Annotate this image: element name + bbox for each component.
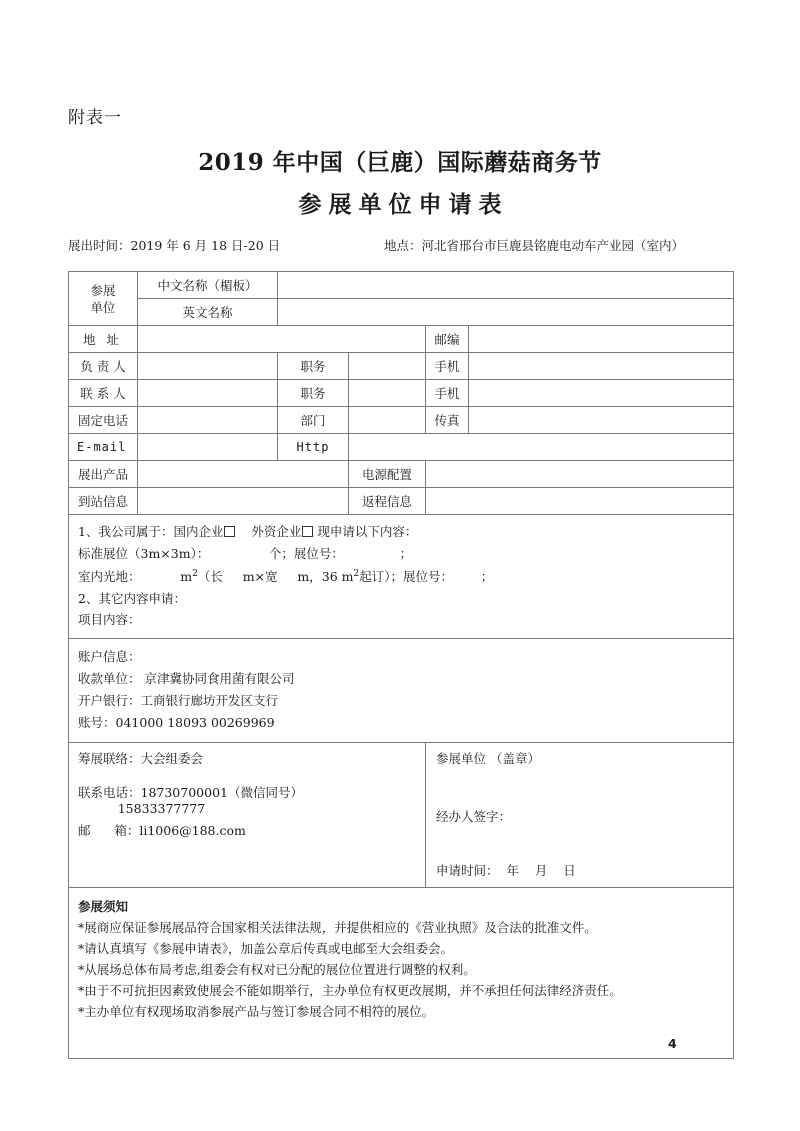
table-row-email [69, 434, 734, 461]
table-row-notes [69, 887, 734, 1058]
contact-spacer-1 [78, 767, 416, 785]
arrival-info-value[interactable] [138, 488, 349, 515]
landline-label: 固定电话 [69, 407, 138, 434]
application-line1-c: 现申请以下内容： [313, 524, 418, 539]
notes-title: 参展须知 [78, 898, 129, 914]
stamp-spacer-1 [436, 767, 724, 809]
application-form-table [68, 271, 734, 1059]
position-label-1: 职务 [278, 353, 349, 380]
page-title-line2: 参展单位申请表 [298, 191, 509, 218]
postcode-value[interactable] [469, 326, 734, 353]
payee-value: 京津冀协同食用菌有限公司 [140, 670, 295, 686]
power-config-label: 电源配置 [349, 461, 426, 488]
table-row-contact-stamp [69, 742, 734, 887]
note-item: *由于不可抗拒因素致使展会不能如期举行，主办单位有权更改展期，并不承担任何法律经济责任。 [78, 982, 622, 998]
table-row-chinese-name [69, 272, 734, 299]
bank-value: 工商银行廊坊开发区支行 [140, 692, 279, 708]
organizer-phone-line: 联系电话：18730700001（微信同号） [78, 784, 303, 800]
postcode-label: 邮编 [426, 326, 469, 353]
table-row-principal [69, 353, 734, 380]
contact-person-label: 联系人 [69, 380, 138, 407]
email-label: E-mail [69, 434, 138, 461]
organizer-email-line: 邮 箱：li1006@188.com [78, 822, 246, 838]
domestic-enterprise-checkbox[interactable] [224, 526, 235, 537]
return-info-value[interactable] [426, 488, 734, 515]
organizer-phone-line-2: 15833377777 [78, 800, 206, 816]
unit-seal-label: 参展单位 （盖章） [436, 750, 540, 766]
exhibit-products-value[interactable] [138, 461, 349, 488]
position-label-2: 职务 [278, 380, 349, 407]
principal-value[interactable] [138, 353, 278, 380]
exhibit-location: 地点：河北省邢台市巨鹿县铭鹿电动车产业园（室内） [384, 238, 685, 253]
note-item: *主办单位有权现场取消参展产品与签订参展合同不相符的展位。 [78, 1003, 435, 1019]
stamp-spacer-2 [436, 825, 724, 863]
application-line3-a: 室内光地： m [78, 569, 193, 585]
account-number-line [78, 712, 724, 734]
note-item: *请认真填写《参展申请表》，加盖公章后传真或电邮至大会组委会。 [78, 940, 454, 956]
organizer-line: 筹展联络：大会组委会 [78, 750, 204, 766]
power-config-value[interactable] [426, 461, 734, 488]
table-row-arrival-info [69, 488, 734, 515]
department-value[interactable] [349, 407, 426, 434]
payee-line [78, 668, 724, 690]
note-item: *从展场总体布局考虑,组委会有权对已分配的展位位置进行调整的权利。 [78, 961, 476, 977]
table-row-english-name [69, 299, 734, 326]
square-meter-superscript-1: 2 [192, 569, 198, 579]
foreign-enterprise-checkbox[interactable] [302, 526, 313, 537]
application-line3-c: 起订）；展位号： ； [359, 569, 494, 585]
address-value[interactable] [138, 326, 426, 353]
fax-value[interactable] [469, 407, 734, 434]
table-row-account-block [69, 638, 734, 742]
mobile-value-1[interactable] [469, 353, 734, 380]
mobile-label-2: 手机 [426, 380, 469, 407]
table-row-landline [69, 407, 734, 434]
exhibitor-notes-block [69, 887, 734, 1058]
department-label: 部门 [278, 407, 349, 434]
chinese-name-label: 中文名称（楣板） [138, 272, 278, 299]
application-line3[interactable] [78, 564, 724, 588]
application-line1-b: 外资企业 [235, 524, 302, 539]
table-row-address [69, 326, 734, 353]
principal-label: 负责人 [69, 353, 138, 380]
application-line2[interactable]: 标准展位（3m×3m）： 个；展位号： ； [78, 545, 413, 561]
bank-line [78, 690, 724, 712]
payee-label: 收款单位： [78, 670, 141, 686]
page-title-line1: 2019 年中国（巨鹿）国际蘑菇商务节 [198, 149, 602, 176]
landline-value[interactable] [138, 407, 278, 434]
account-number-label: 账号： [78, 714, 116, 730]
application-line1-a: 1、我公司属于：国内企业 [78, 524, 224, 539]
account-title: 账户信息： [78, 648, 141, 664]
table-row-contact-person [69, 380, 734, 407]
http-value[interactable] [349, 434, 734, 461]
application-line5[interactable]: 项目内容： [78, 612, 141, 628]
mobile-label-1: 手机 [426, 353, 469, 380]
exhibitor-stamp-block [426, 742, 734, 887]
application-line3-b: （长 m×宽 m，36 m [197, 569, 354, 585]
apply-date-label[interactable]: 申请时间： 年 月 日 [436, 862, 576, 878]
account-info-block [69, 638, 734, 742]
chinese-name-value[interactable] [278, 272, 734, 299]
exhibit-time: 展出时间：2019 年 6 月 18 日-20 日 [68, 238, 281, 253]
attachment-label: 附表一 [68, 108, 122, 128]
english-name-label: 英文名称 [138, 299, 278, 326]
bank-label: 开户银行： [78, 692, 141, 708]
contact-person-value[interactable] [138, 380, 278, 407]
application-line1 [78, 521, 724, 543]
position-value-2[interactable] [349, 380, 426, 407]
application-line4: 2、其它内容申请： [78, 590, 186, 606]
table-row-application-block [69, 515, 734, 639]
organizer-contact-block [69, 742, 426, 887]
square-meter-superscript-2: 2 [353, 569, 360, 579]
http-label: Http [278, 434, 349, 461]
note-item: *展商应保证参展展品符合国家相关法律法规，并提供相应的《营业执照》及合法的批准文件。 [78, 919, 597, 935]
email-value[interactable] [138, 434, 278, 461]
return-info-label: 返程信息 [349, 488, 426, 515]
position-value-1[interactable] [349, 353, 426, 380]
fax-label: 传真 [426, 407, 469, 434]
address-label: 地址 [69, 326, 138, 353]
english-name-value[interactable] [278, 299, 734, 326]
arrival-info-label: 到站信息 [69, 488, 138, 515]
exhibitor-unit-label: 参展 单位 [69, 272, 138, 326]
application-content-block [69, 515, 734, 639]
mobile-value-2[interactable] [469, 380, 734, 407]
exhibit-products-label: 展出产品 [69, 461, 138, 488]
account-number-value: 041000 18093 00269969 [115, 714, 275, 730]
table-row-exhibit-products [69, 461, 734, 488]
page-number: 4 [668, 1036, 677, 1051]
signature-label[interactable]: 经办人签字： [436, 808, 512, 824]
